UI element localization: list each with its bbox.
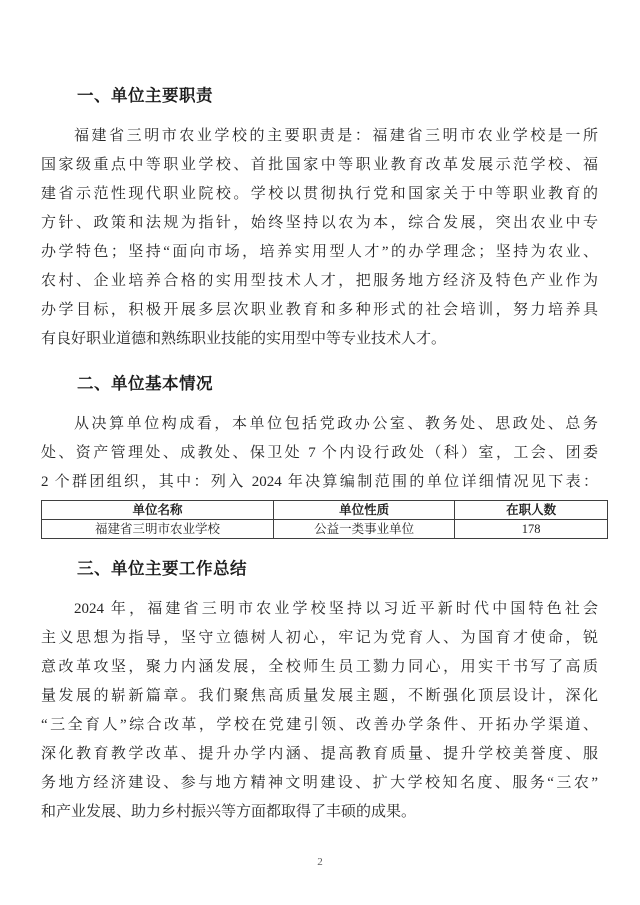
text-line: 办学特色；坚持“面向市场，培养实用型人才”的办学理念；坚持为农业、 — [41, 244, 598, 260]
page-number: 2 — [317, 856, 323, 868]
text-line: 农村、企业培养合格的实用型技术人才，把服务地方经济及特色产业作为 — [41, 273, 598, 289]
section-heading-basic-info: 二、单位基本情况 — [77, 375, 213, 393]
table-header-cell: 单位性质 — [274, 501, 455, 520]
document-content — [41, 84, 598, 827]
table-row — [42, 520, 608, 539]
table-header-cell: 在职人数 — [455, 501, 608, 520]
section-paragraph-work-summary — [41, 595, 598, 827]
text-line: 有良好职业道德和熟练职业技能的实用型中等专业技术人才。 — [41, 331, 447, 347]
table-cell: 178 — [455, 520, 608, 539]
table-header-row — [42, 501, 608, 520]
section-paragraph-main-duties — [41, 122, 598, 354]
section-paragraph-basic-info — [41, 410, 598, 497]
text-line: 建省示范性现代职业院校。学校以贯彻执行党和国家关于中等职业教育的 — [41, 186, 598, 202]
text-line: 量发展的崭新篇章。我们聚焦高质量发展主题，不断强化顶层设计，深化 — [41, 688, 598, 704]
section-heading-main-duties: 一、单位主要职责 — [77, 87, 213, 105]
text-line: 和产业发展、助力乡村振兴等方面都取得了丰硕的成果。 — [41, 804, 417, 820]
units-table — [41, 500, 608, 539]
text-line: 2 个群团组织，其中：列入 2024 年决算编制范围的单位详细情况见下表： — [41, 474, 598, 490]
text-line: 方针、政策和法规为指针，始终坚持以农为本，综合发展，突出农业中专 — [41, 215, 598, 231]
text-line: 务地方经济建设、参与地方精神文明建设、扩大学校知名度、服务“三农” — [41, 775, 598, 791]
table-header-cell: 单位名称 — [42, 501, 274, 520]
text-line: 2024 年，福建省三明市农业学校坚持以习近平新时代中国特色社会 — [74, 601, 598, 617]
text-line: 深化教育教学改革、提升办学内涵、提高教育质量、提升学校美誉度、服 — [41, 746, 598, 762]
section-heading-work-summary: 三、单位主要工作总结 — [77, 560, 247, 578]
text-line: 意改革攻坚，聚力内涵发展，全校师生员工勠力同心，用实干书写了高质 — [41, 659, 598, 675]
text-line: 国家级重点中等职业学校、首批国家中等职业教育改革发展示范学校、福 — [41, 157, 598, 173]
text-line: “三全育人”综合改革，学校在党建引领、改善办学条件、开拓办学渠道、 — [41, 717, 598, 733]
table-cell: 福建省三明市农业学校 — [42, 520, 274, 539]
table-cell: 公益一类事业单位 — [274, 520, 455, 539]
text-line: 主义思想为指导，坚守立德树人初心，牢记为党育人、为国育才使命，锐 — [41, 630, 598, 646]
text-line: 从决算单位构成看，本单位包括党政办公室、教务处、思政处、总务 — [74, 416, 598, 432]
text-line: 办学目标，积极开展多层次职业教育和多种形式的社会培训，努力培养具 — [41, 302, 598, 318]
text-line: 福建省三明市农业学校的主要职责是：福建省三明市农业学校是一所 — [74, 128, 598, 144]
text-line: 处、资产管理处、成教处、保卫处 7 个内设行政处（科）室，工会、团委 — [41, 445, 598, 461]
